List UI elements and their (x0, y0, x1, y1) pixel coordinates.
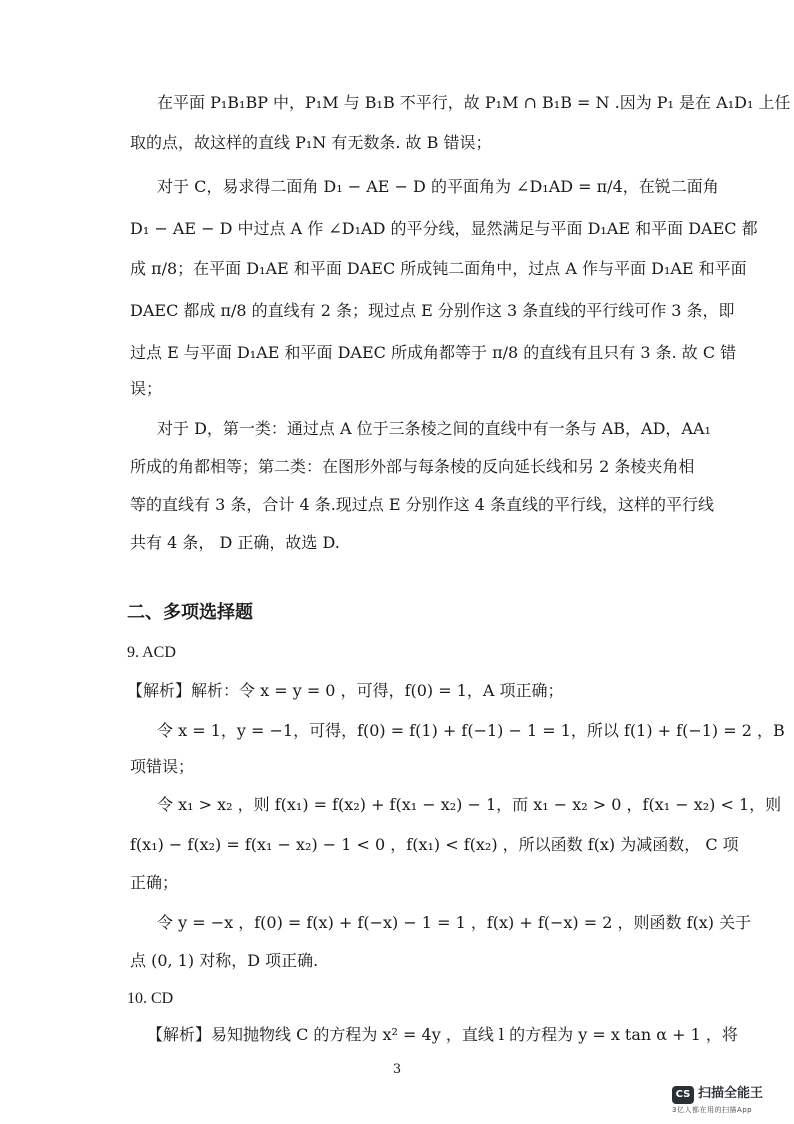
text-line-16: 令 x = 1，y = −1，可得，f(0) = f(1) + f(−1) − 1 = 1，所以 f(1) + f(−1) = 2 ，B (157, 721, 785, 740)
text-line-8: 误； (130, 379, 163, 398)
text-line-4: D₁ − AE − D 中过点 A 作 ∠D₁AD 的平分线，显然满足与平面 D₁AE 和平面 DAEC 都 (130, 219, 758, 238)
text-line-19: f(x₁) − f(x₂) = f(x₁ − x₂) − 1 < 0 ，f(x₁) < f(x₂) ，所以函数 f(x) 为减函数， C 项 (130, 835, 739, 854)
page-number: 3 (392, 1062, 402, 1077)
text-line-11: 等的直线有 3 条，合计 4 条.现过点 E 分别作这 4 条直线的平行线，这样的平行线 (130, 495, 714, 514)
text-line-20: 正确； (130, 873, 179, 892)
watermark-title: 扫描全能王 (698, 1086, 764, 1101)
scanner-watermark (672, 1084, 784, 1116)
section-heading: 二、多项选择题 (127, 602, 253, 623)
text-line-1: 在平面 P₁B₁BP 中，P₁M 与 B₁B 不平行，故 P₁M ∩ B₁B = N .因为 P₁ 是在 A₁D₁ 上任 (157, 93, 791, 112)
text-line-17: 项错误； (130, 757, 195, 776)
text-line-22: 点 (0, 1) 对称，D 项正确. (130, 951, 319, 970)
watermark-logo-icon: CS (672, 1086, 694, 1104)
text-line-24: 【解析】易知抛物线 C 的方程为 x² = 4y ，直线 l 的方程为 y = x tan α + 1 ，将 (147, 1025, 738, 1044)
text-line-6: DAEC 都成 π/8 的直线有 2 条；现过点 E 分别作这 3 条直线的平行线可作 3 条，即 (130, 301, 735, 320)
text-line-9: 对于 D，第一类：通过点 A 位于三条棱之间的直线中有一条与 AB，AD，AA₁ (157, 419, 711, 438)
text-line-21: 令 y = −x ，f(0) = f(x) + f(−x) − 1 = 1 ，f(x) + f(−x) = 2 ，则函数 f(x) 关于 (157, 913, 752, 932)
text-line-12: 共有 4 条， D 正确，故选 D. (130, 533, 340, 552)
question-9-answer: 9. ACD (127, 644, 176, 661)
text-line-15: 【解析】解析：令 x = y = 0 ，可得，f(0) = 1，A 项正确； (127, 681, 564, 700)
text-line-7: 过点 E 与平面 D₁AE 和平面 DAEC 所成角都等于 π/8 的直线有且只有 3 条. 故 C 错 (130, 343, 737, 362)
text-line-5: 成 π/8；在平面 D₁AE 和平面 DAEC 所成钝二面角中，过点 A 作与平面 D₁AE 和平面 (130, 259, 747, 278)
watermark-subtitle: 3亿人都在用的扫描App (672, 1106, 753, 1114)
text-line-10: 所成的角都相等；第二类：在图形外部与每条棱的反向延长线和另 2 条棱夹角相 (130, 457, 695, 476)
question-10-answer: 10. CD (127, 990, 174, 1007)
text-line-2: 取的点，故这样的直线 P₁N 有无数条. 故 B 错误； (130, 133, 492, 152)
text-line-18: 令 x₁ > x₂ ，则 f(x₁) = f(x₂) + f(x₁ − x₂) − 1，而 x₁ − x₂ > 0 ，f(x₁ − x₂) < 1，则 (157, 795, 782, 814)
text-line-3: 对于 C，易求得二面角 D₁ − AE − D 的平面角为 ∠D₁AD = π/4，在锐二面角 (157, 177, 719, 196)
